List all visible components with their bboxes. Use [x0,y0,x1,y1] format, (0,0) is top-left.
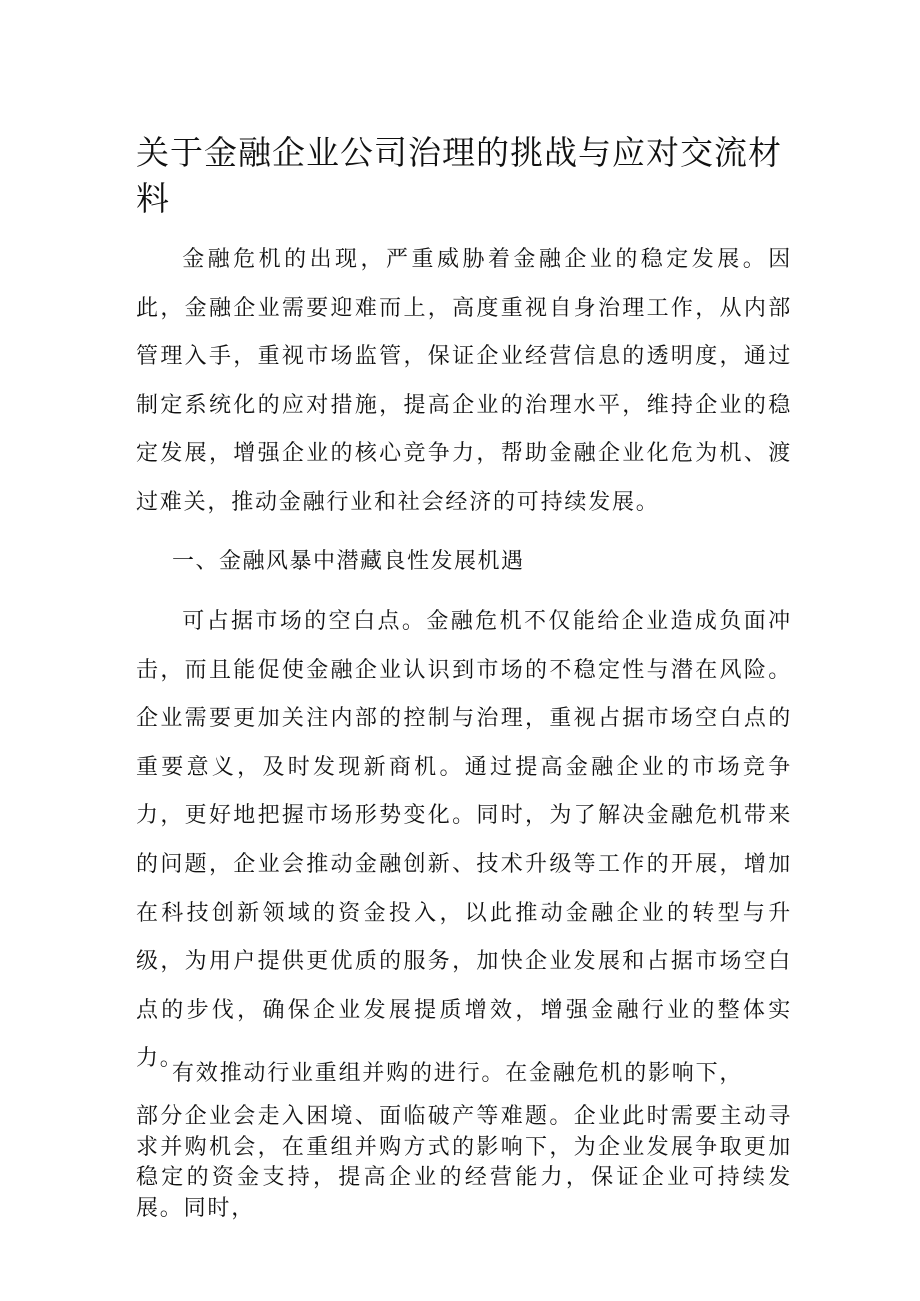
section-heading-1: 一、金融风暴中潜藏良性发展机遇 [172,549,525,574]
paragraph-mergers-lead: 有效推动行业重组并购的进行。在金融危机的影响下， [172,1061,744,1086]
document-title: 关于金融企业公司治理的挑战与应对交流材料 [136,133,782,218]
paragraph-market-gaps: 可占据市场的空白点。金融危机不仅能给企业造成负面冲击，而且能促使金融企业认识到市场的不稳定性与潜在风险。企业需要更加关注内部的控制与治理，重视占据市场空白点的重要意义，及时发现新商机。通过提高金融企业的市场竞争力，更好地把握市场形势变化。同时，为了解决金融危机带来的问题，企业会推动金融创新、技术升级等工作的开展，增加在科技创新领域的资金投入，以此推动金融企业的转型与升级，为用户提供更优质的服务，加快企业发展和占据市场空白点的步伐，确保企业发展提质增效，增强金融行业的整体实力。 [136,609,792,1072]
paragraph-mergers-continued: 部分企业会走入困境、面临破产等难题。企业此时需要主动寻求并购机会，在重组并购方式的影响下，为企业发展争取更加稳定的资金支持，提高企业的经营能力，保证企业可持续发展。同时， [136,1104,792,1221]
paragraph-intro: 金融危机的出现，严重威胁着金融企业的稳定发展。因此，金融企业需要迎难而上，高度重视自身治理工作，从内部管理入手，重视市场监管，保证企业经营信息的透明度，通过制定系统化的应对措施，提高企业的治理水平，维持企业的稳定发展，增强企业的核心竞争力，帮助金融企业化危为机、渡过难关，推动金融行业和社会经济的可持续发展。 [136,247,792,515]
